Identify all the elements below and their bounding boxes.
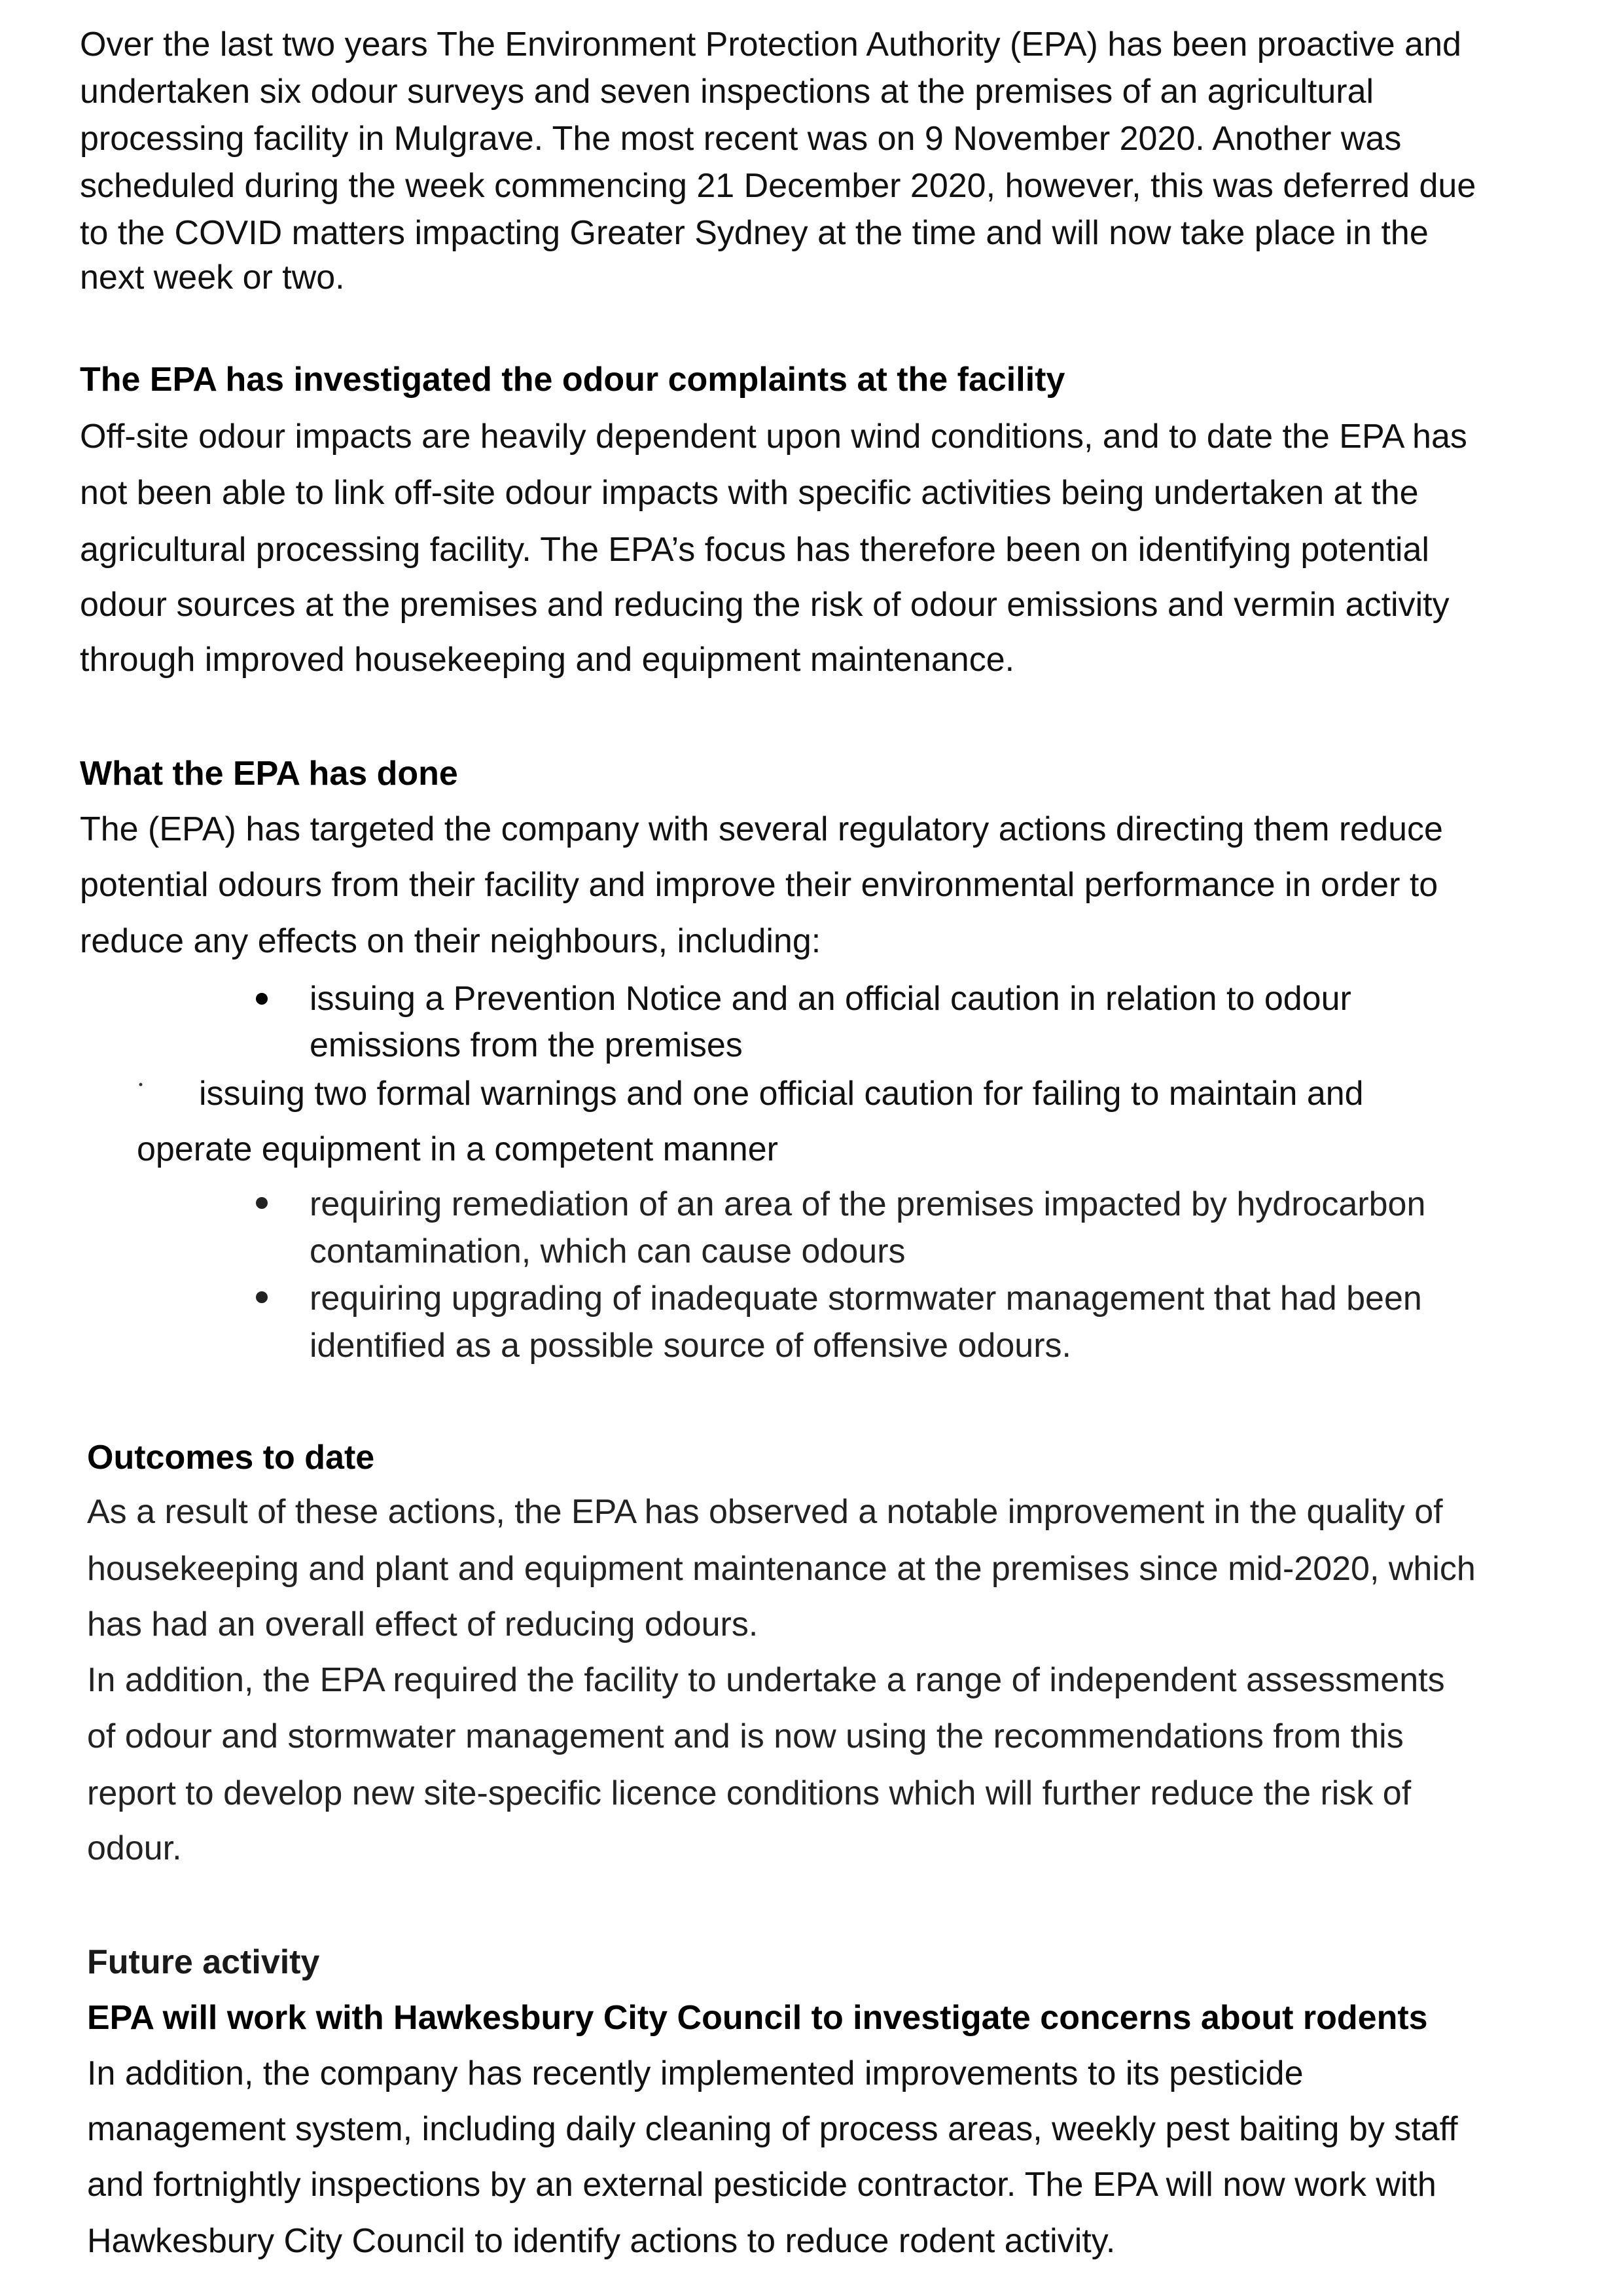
outcomes-line: As a result of these actions, the EPA has observed a notable improvement in the quality of <box>87 1493 1443 1531</box>
bullet-line: identified as a possible source of offensive odours. <box>310 1327 1071 1365</box>
investigation-line: through improved housekeeping and equipment maintenance. <box>80 641 1015 679</box>
outcomes-line: housekeeping and plant and equipment maintenance at the premises since mid-2020, which <box>87 1550 1476 1588</box>
future-subheading: EPA will work with Hawkesbury City Council to investigate concerns about rodents <box>87 1999 1428 2037</box>
investigation-line: agricultural processing facility. The EPA’s focus has therefore been on identifying potential <box>80 531 1429 569</box>
intro-line: processing facility in Mulgrave. The most recent was on 9 November 2020. Another was <box>80 120 1402 158</box>
future-line: and fortnightly inspections by an external pesticide contractor. The EPA will now work with <box>87 2166 1436 2204</box>
future-line: management system, including daily cleaning of process areas, weekly pest baiting by staff <box>87 2110 1458 2148</box>
outcomes-line: odour. <box>87 1829 182 1867</box>
future-line: Hawkesbury City Council to identify actions to reduce rodent activity. <box>87 2222 1116 2260</box>
section-heading-outcomes: Outcomes to date <box>87 1439 375 1477</box>
intro-line: Over the last two years The Environment Protection Authority (EPA) has been proactive and <box>80 26 1461 63</box>
section-heading-future: Future activity <box>87 1943 320 1981</box>
intro-line: next week or two. <box>80 259 345 296</box>
investigation-line: odour sources at the premises and reducing the risk of odour emissions and vermin activity <box>80 586 1450 624</box>
bullet-disc-icon <box>256 1291 268 1303</box>
bullet-disc-icon <box>256 1197 268 1209</box>
investigation-line: Off-site odour impacts are heavily dependent upon wind conditions, and to date the EPA has <box>80 418 1467 456</box>
bullet-line: issuing a Prevention Notice and an official caution in relation to odour <box>310 980 1351 1018</box>
bullet-line: emissions from the premises <box>310 1026 743 1064</box>
bullet-line: requiring upgrading of inadequate stormwater management that had been <box>310 1280 1422 1318</box>
outcomes-line: report to develop new site-specific licence conditions which will further reduce the risk of <box>87 1774 1412 1812</box>
actions-line: reduce any effects on their neighbours, including: <box>80 922 821 960</box>
actions-line: The (EPA) has targeted the company with several regulatory actions directing them reduce <box>80 810 1443 848</box>
actions-line: potential odours from their facility and improve their environmental performance in order to <box>80 866 1438 904</box>
bullet-line: operate equipment in a competent manner <box>137 1130 778 1168</box>
bullet-line: issuing two formal warnings and one official caution for failing to maintain and <box>199 1075 1364 1113</box>
bullet-small-dot-icon <box>139 1083 143 1086</box>
intro-line: scheduled during the week commencing 21 December 2020, however, this was deferred due <box>80 167 1476 205</box>
bullet-line: requiring remediation of an area of the premises impacted by hydrocarbon <box>310 1185 1426 1223</box>
outcomes-line: of odour and stormwater management and is now using the recommendations from this <box>87 1717 1404 1755</box>
section-heading-investigation: The EPA has investigated the odour complaints at the facility <box>80 361 1065 399</box>
outcomes-line: In addition, the EPA required the facility to undertake a range of independent assessments <box>87 1661 1445 1699</box>
future-line: In addition, the company has recently implemented improvements to its pesticide <box>87 2054 1304 2092</box>
bullet-disc-icon <box>256 993 268 1005</box>
section-heading-actions: What the EPA has done <box>80 755 458 793</box>
bullet-line: contamination, which can cause odours <box>310 1232 906 1270</box>
intro-line: undertaken six odour surveys and seven inspections at the premises of an agricultural <box>80 73 1374 111</box>
intro-line: to the COVID matters impacting Greater Sydney at the time and will now take place in the <box>80 214 1429 252</box>
investigation-line: not been able to link off-site odour impacts with specific activities being undertaken at the <box>80 474 1419 512</box>
outcomes-line: has had an overall effect of reducing odours. <box>87 1605 758 1643</box>
